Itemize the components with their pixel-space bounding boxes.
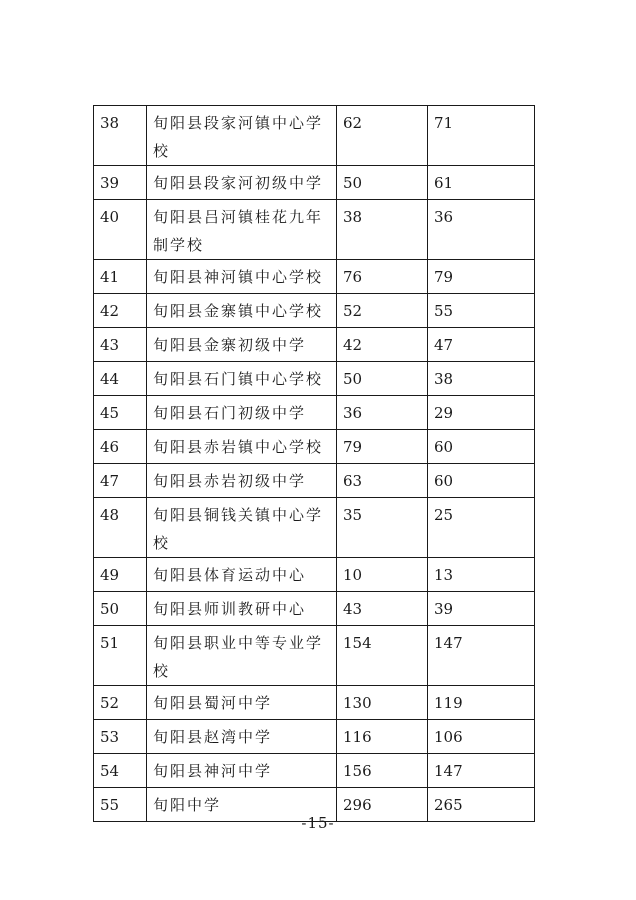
table-row [94,686,535,720]
row-number-cell: 52 [94,686,147,720]
school-name-cell: 旬阳县石门初级中学 [147,396,337,430]
value-a-cell: 42 [337,328,428,362]
school-name-cell: 旬阳县神河镇中心学校 [147,260,337,294]
row-number-cell: 50 [94,592,147,626]
table-row [94,106,535,166]
value-b-cell: 71 [428,106,535,166]
value-b-cell: 79 [428,260,535,294]
value-a-cell: 43 [337,592,428,626]
value-b-cell: 147 [428,626,535,686]
school-name-cell: 旬阳县师训教研中心 [147,592,337,626]
value-b-cell: 60 [428,464,535,498]
row-number-cell: 43 [94,328,147,362]
row-number-cell: 39 [94,166,147,200]
table-row [94,260,535,294]
table-body [94,106,535,822]
value-a-cell: 130 [337,686,428,720]
school-name-cell: 旬阳县段家河初级中学 [147,166,337,200]
table-row [94,464,535,498]
value-b-cell: 60 [428,430,535,464]
value-a-cell: 296 [337,788,428,822]
table-row [94,720,535,754]
school-name-cell: 旬阳中学 [147,788,337,822]
row-number-cell: 45 [94,396,147,430]
value-a-cell: 79 [337,430,428,464]
school-name-cell: 旬阳县职业中等专业学校 [147,626,337,686]
school-name-cell: 旬阳县石门镇中心学校 [147,362,337,396]
value-b-cell: 55 [428,294,535,328]
value-b-cell: 106 [428,720,535,754]
table-row [94,430,535,464]
school-name-cell: 旬阳县吕河镇桂花九年制学校 [147,200,337,260]
row-number-cell: 55 [94,788,147,822]
value-b-cell: 265 [428,788,535,822]
value-b-cell: 119 [428,686,535,720]
table-row [94,754,535,788]
school-name-cell: 旬阳县蜀河中学 [147,686,337,720]
value-b-cell: 13 [428,558,535,592]
school-name-cell: 旬阳县金寨初级中学 [147,328,337,362]
table-row [94,166,535,200]
school-name-cell: 旬阳县赤岩镇中心学校 [147,430,337,464]
row-number-cell: 48 [94,498,147,558]
table-row [94,396,535,430]
value-b-cell: 36 [428,200,535,260]
value-a-cell: 35 [337,498,428,558]
row-number-cell: 54 [94,754,147,788]
value-a-cell: 50 [337,362,428,396]
school-name-cell: 旬阳县神河中学 [147,754,337,788]
row-number-cell: 49 [94,558,147,592]
value-b-cell: 29 [428,396,535,430]
value-a-cell: 76 [337,260,428,294]
value-a-cell: 116 [337,720,428,754]
school-name-cell: 旬阳县金寨镇中心学校 [147,294,337,328]
table-row [94,626,535,686]
value-b-cell: 39 [428,592,535,626]
value-a-cell: 62 [337,106,428,166]
page-number: -15- [301,814,335,832]
value-b-cell: 147 [428,754,535,788]
value-a-cell: 156 [337,754,428,788]
school-name-cell: 旬阳县赤岩初级中学 [147,464,337,498]
row-number-cell: 46 [94,430,147,464]
table-row [94,498,535,558]
school-name-cell: 旬阳县体育运动中心 [147,558,337,592]
value-a-cell: 36 [337,396,428,430]
row-number-cell: 51 [94,626,147,686]
table-row [94,294,535,328]
school-name-cell: 旬阳县赵湾中学 [147,720,337,754]
row-number-cell: 42 [94,294,147,328]
row-number-cell: 41 [94,260,147,294]
value-b-cell: 61 [428,166,535,200]
row-number-cell: 44 [94,362,147,396]
value-b-cell: 25 [428,498,535,558]
table-row [94,558,535,592]
row-number-cell: 40 [94,200,147,260]
school-name-cell: 旬阳县段家河镇中心学校 [147,106,337,166]
value-a-cell: 50 [337,166,428,200]
table-row [94,200,535,260]
table-row [94,328,535,362]
value-a-cell: 63 [337,464,428,498]
school-data-table [93,105,535,822]
value-a-cell: 10 [337,558,428,592]
value-a-cell: 154 [337,626,428,686]
value-b-cell: 38 [428,362,535,396]
value-a-cell: 52 [337,294,428,328]
value-b-cell: 47 [428,328,535,362]
value-a-cell: 38 [337,200,428,260]
row-number-cell: 38 [94,106,147,166]
school-name-cell: 旬阳县铜钱关镇中心学校 [147,498,337,558]
row-number-cell: 47 [94,464,147,498]
row-number-cell: 53 [94,720,147,754]
table-row [94,592,535,626]
table-row [94,362,535,396]
